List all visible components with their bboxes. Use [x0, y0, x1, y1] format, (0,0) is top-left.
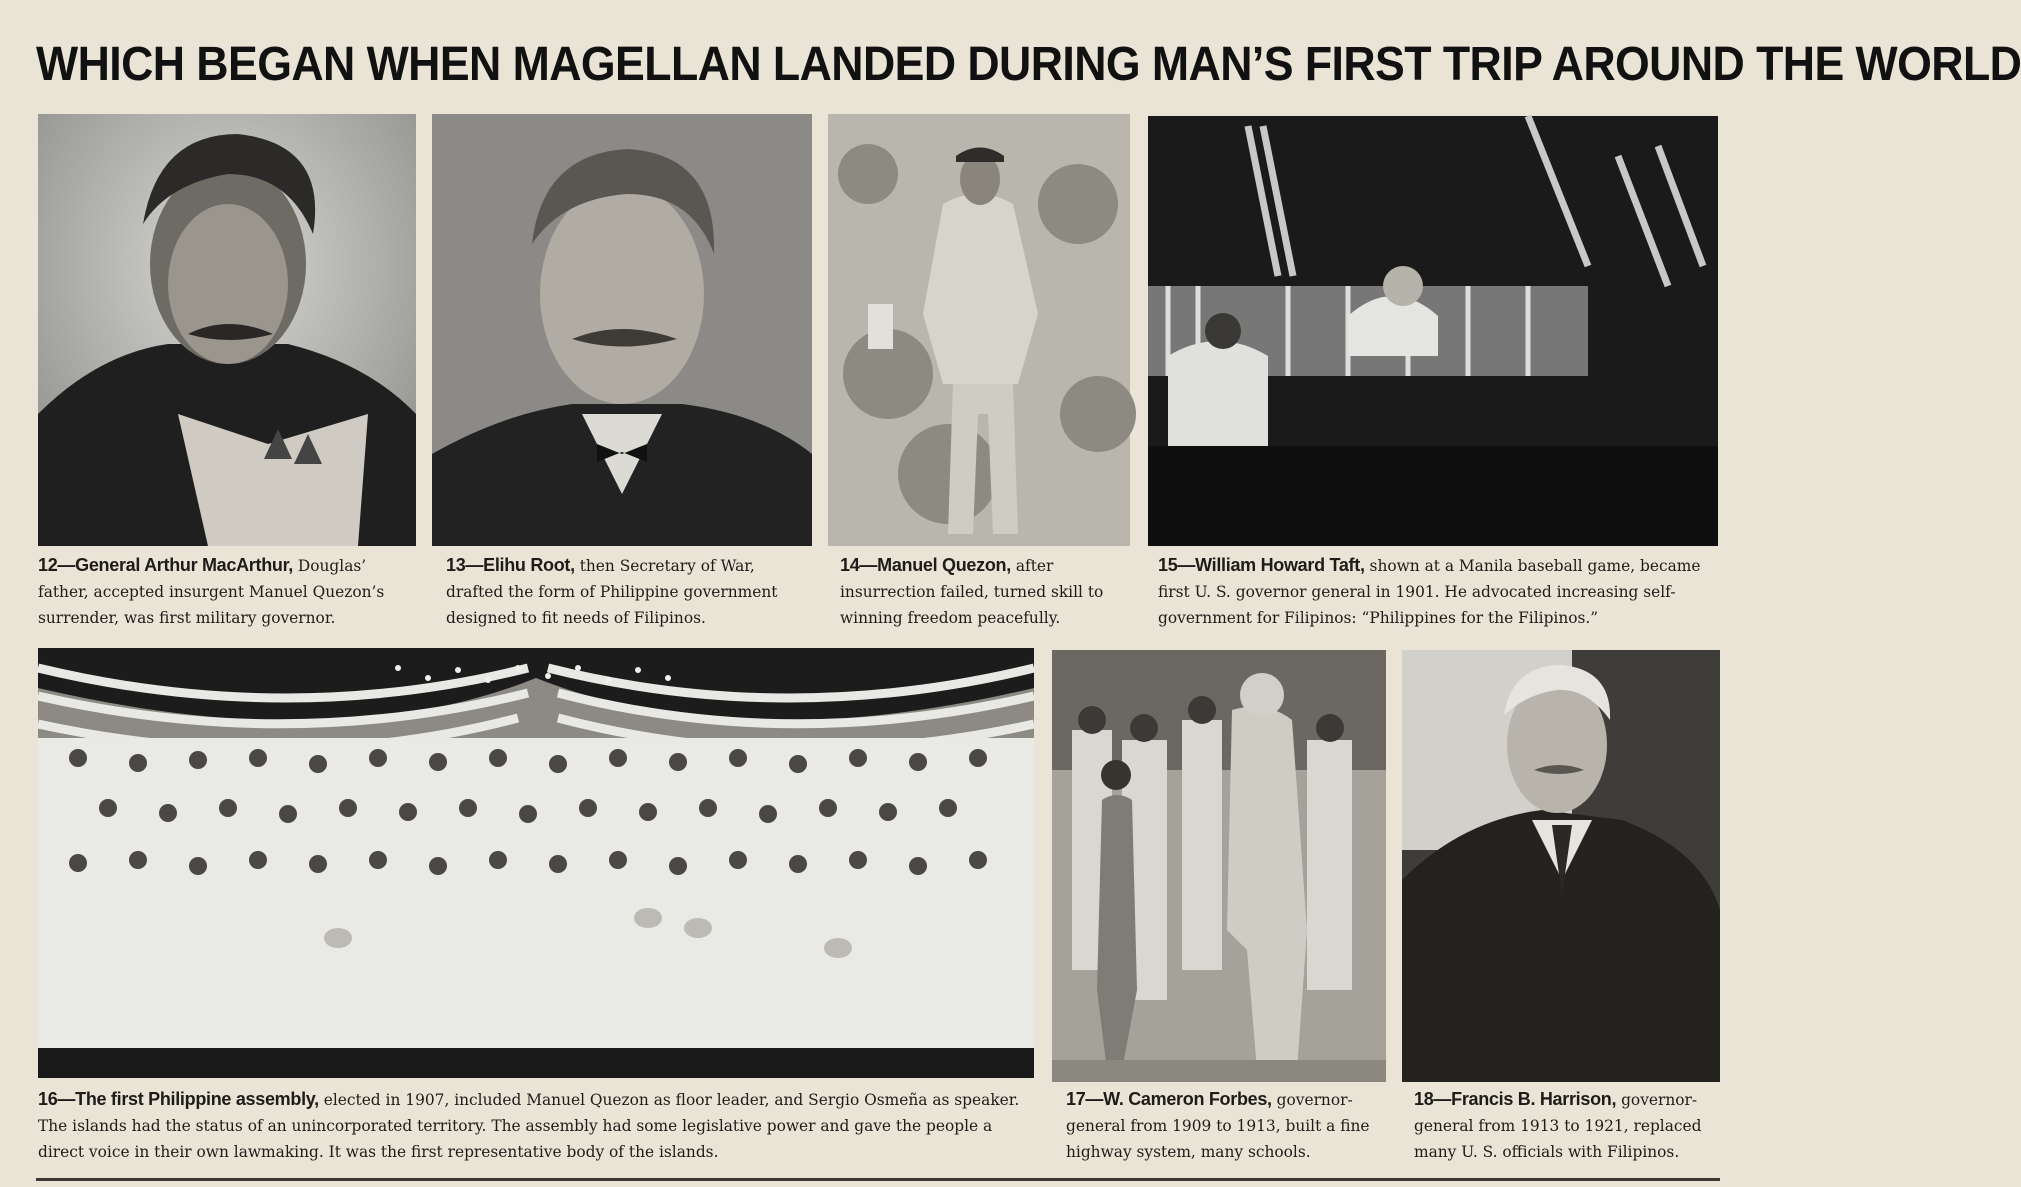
caption-number: 13 — [446, 555, 466, 575]
caption-name: Francis B. Harrison, — [1451, 1089, 1617, 1109]
photo-manuel-quezon — [828, 114, 1130, 546]
caption-text: then Secretary of War, drafted the form of Philippine government designed to fit needs of Filipinos. — [446, 557, 778, 627]
caption-name: William Howard Taft, — [1195, 555, 1365, 575]
caption-number: 18 — [1414, 1089, 1434, 1109]
caption-number: 14 — [840, 555, 860, 575]
caption-name: Manuel Quezon, — [877, 555, 1011, 575]
photo-cameron-forbes — [1052, 650, 1386, 1082]
photo-taft — [1148, 116, 1718, 546]
caption-name: Elihu Root, — [483, 555, 575, 575]
caption-number: 12 — [38, 555, 58, 575]
page-headline: WHICH BEGAN WHEN MAGELLAN LANDED DURING MAN’S FIRST TRIP AROUND THE WORLD — [36, 38, 2021, 91]
caption-text: governor-general from 1909 to 1913, built a fine highway system, many schools. — [1066, 1091, 1370, 1161]
photo-francis-harrison — [1402, 650, 1720, 1082]
caption-name: W. Cameron Forbes, — [1103, 1089, 1272, 1109]
caption-18: 18—Francis B. Harrison, governor-general from 1913 to 1921, replaced many U. S. officials with Filipinos. — [1414, 1089, 1702, 1161]
caption-number: 17 — [1066, 1089, 1086, 1109]
caption-number: 15 — [1158, 555, 1178, 575]
photo-macarthur — [38, 114, 416, 546]
caption-13: 13—Elihu Root, then Secretary of War, drafted the form of Philippine government designed to fit needs of Filipinos. — [446, 555, 778, 627]
caption-name: General Arthur MacArthur, — [75, 555, 294, 575]
caption-15: 15—William Howard Taft, shown at a Manila baseball game, became first U. S. governor general in 1901. He advocated increasing self-government for Filipinos: “Philippines for the Filipinos.” — [1158, 555, 1701, 627]
caption-text: after insurrection failed, turned skill to winning freedom peacefully. — [840, 557, 1104, 627]
caption-text: elected in 1907, included Manuel Quezon as floor leader, and Sergio Osmeña as speaker. The islands had the status of an unincorporated territory. The assembly had some legislative power and gave the people a direct voice in their own lawmaking. It was the first representative body of the islands. — [38, 1091, 1020, 1161]
caption-17: 17—W. Cameron Forbes, governor-general from 1909 to 1913, built a fine highway system, many schools. — [1066, 1089, 1370, 1161]
caption-12: 12—General Arthur MacArthur, Douglas’ father, accepted insurgent Manuel Quezon’s surrender, was first military governor. — [38, 555, 385, 627]
caption-text: shown at a Manila baseball game, became first U. S. governor general in 1901. He advocated increasing self-government for Filipinos: “Philippines for the Filipinos.” — [1158, 557, 1701, 627]
caption-16: 16—The first Philippine assembly, elected in 1907, included Manuel Quezon as floor leader, and Sergio Osmeña as speaker. The islands had the status of an unincorporated territory. The assembly had some legislative power and gave the people a direct voice in their own lawmaking. It was the first representative body of the islands. — [38, 1089, 1020, 1161]
photo-philippine-assembly — [38, 648, 1034, 1078]
bottom-rule — [36, 1178, 1720, 1181]
caption-text: Douglas’ father, accepted insurgent Manuel Quezon’s surrender, was first military governor. — [38, 557, 385, 627]
caption-text: governor-general from 1913 to 1921, replaced many U. S. officials with Filipinos. — [1414, 1091, 1702, 1161]
caption-number: 16 — [38, 1089, 58, 1109]
photo-elihu-root — [432, 114, 812, 546]
caption-14: 14—Manuel Quezon, after insurrection failed, turned skill to winning freedom peacefully. — [840, 555, 1104, 627]
caption-name: The first Philippine assembly, — [75, 1089, 319, 1109]
